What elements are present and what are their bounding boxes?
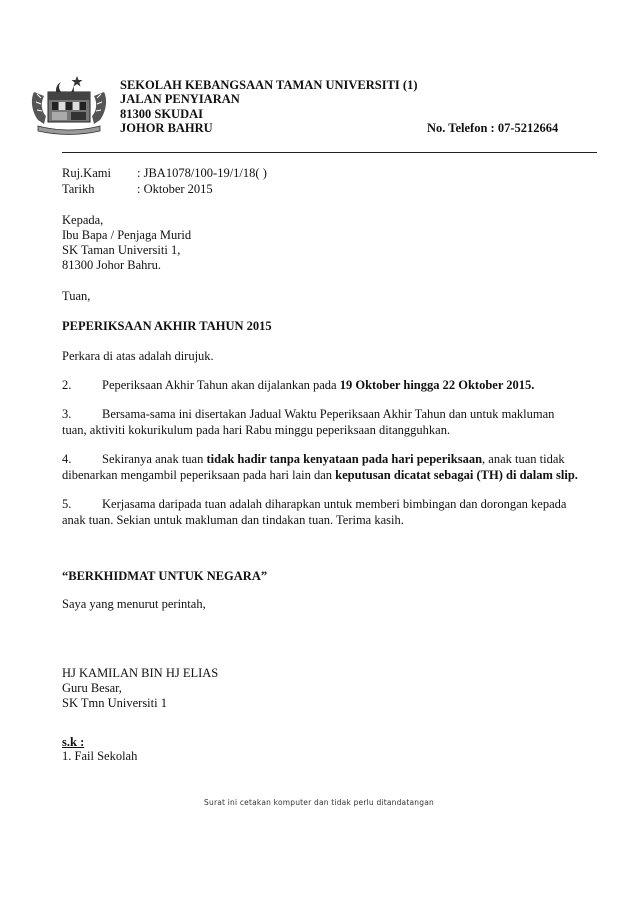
letterhead-divider: [62, 152, 597, 153]
paragraph-number: 2.: [62, 378, 72, 392]
salutation: Tuan,: [62, 289, 91, 303]
paragraph-4-line-2: [62, 468, 578, 483]
reference-number: : JBA1078/100-19/1/18( ): [137, 166, 267, 180]
exam-dates: 19 Oktober hingga 22 Oktober 2015.: [339, 378, 535, 392]
paragraph-number: 5.: [62, 497, 72, 511]
reference-label: Ruj.Kami: [62, 166, 111, 180]
paragraph-2: [62, 378, 534, 393]
paragraph-text: Sekiranya anak tuan: [102, 452, 207, 466]
paragraph-text: , anak tuan tidak: [482, 452, 565, 466]
recipient-line-2: SK Taman Universiti 1,: [62, 243, 181, 257]
paragraph-number: 3.: [62, 407, 72, 421]
th-notice: keputusan dicatat sebagai (TH) di dalam slip.: [335, 468, 578, 482]
intro-line: Perkara di atas adalah dirujuk.: [62, 349, 214, 363]
school-name: SEKOLAH KEBANGSAAN TAMAN UNIVERSITI (1): [120, 78, 418, 92]
footer-note: Surat ini cetakan komputer dan tidak perlu ditandatangan: [204, 798, 434, 807]
signatory-title: Guru Besar,: [62, 681, 122, 695]
recipient-line-1: Ibu Bapa / Penjaga Murid: [62, 228, 192, 242]
school-phone: No. Telefon : 07-5212664: [427, 121, 559, 135]
signatory-name: HJ KAMILAN BIN HJ ELIAS: [62, 666, 219, 680]
paragraph-3-line-2: tuan, aktiviti kokurikulum pada hari Rabu minggu peperiksaan ditangguhkan.: [62, 423, 451, 437]
malaysia-coat-of-arms-icon: [28, 72, 110, 136]
recipient-line-3: 81300 Johor Bahru.: [62, 258, 161, 272]
motto: “BERKHIDMAT UNTUK NEGARA”: [62, 569, 268, 583]
cc-label: s.k :: [62, 735, 85, 749]
cc-item: 1. Fail Sekolah: [62, 749, 138, 763]
date-label: Tarikh: [62, 182, 95, 196]
school-postcode: 81300 SKUDAI: [120, 107, 203, 121]
paragraph-text: dibenarkan mengambil peperiksaan pada hari lain dan: [62, 468, 336, 482]
paragraph-3-line-1: [62, 407, 554, 422]
recipient-heading: Kepada,: [62, 213, 104, 227]
paragraph-number: 4.: [62, 452, 72, 466]
school-street: JALAN PENYIARAN: [120, 92, 240, 106]
paragraph-5-line-1: [62, 497, 566, 512]
letter-subject: PEPERIKSAAN AKHIR TAHUN 2015: [62, 319, 272, 333]
signatory-school: SK Tmn Universiti 1: [62, 696, 167, 710]
date-value: : Oktober 2015: [137, 182, 213, 196]
paragraph-text: Bersama-sama ini disertakan Jadual Waktu Peperiksaan Akhir Tahun dan untuk makluman: [102, 407, 555, 421]
paragraph-4-line-1: [62, 452, 565, 467]
school-city: JOHOR BAHRU: [120, 121, 213, 135]
absence-warning: tidak hadir tanpa kenyataan pada hari peperiksaan: [206, 452, 483, 466]
closing-line: Saya yang menurut perintah,: [62, 597, 206, 611]
paragraph-5-line-2: anak tuan. Sekian untuk makluman dan tindakan tuan. Terima kasih.: [62, 513, 404, 527]
paragraph-text: Kerjasama daripada tuan adalah diharapkan untuk memberi bimbingan dan dorongan kepada: [102, 497, 567, 511]
paragraph-text: Peperiksaan Akhir Tahun akan dijalankan pada: [102, 378, 340, 392]
